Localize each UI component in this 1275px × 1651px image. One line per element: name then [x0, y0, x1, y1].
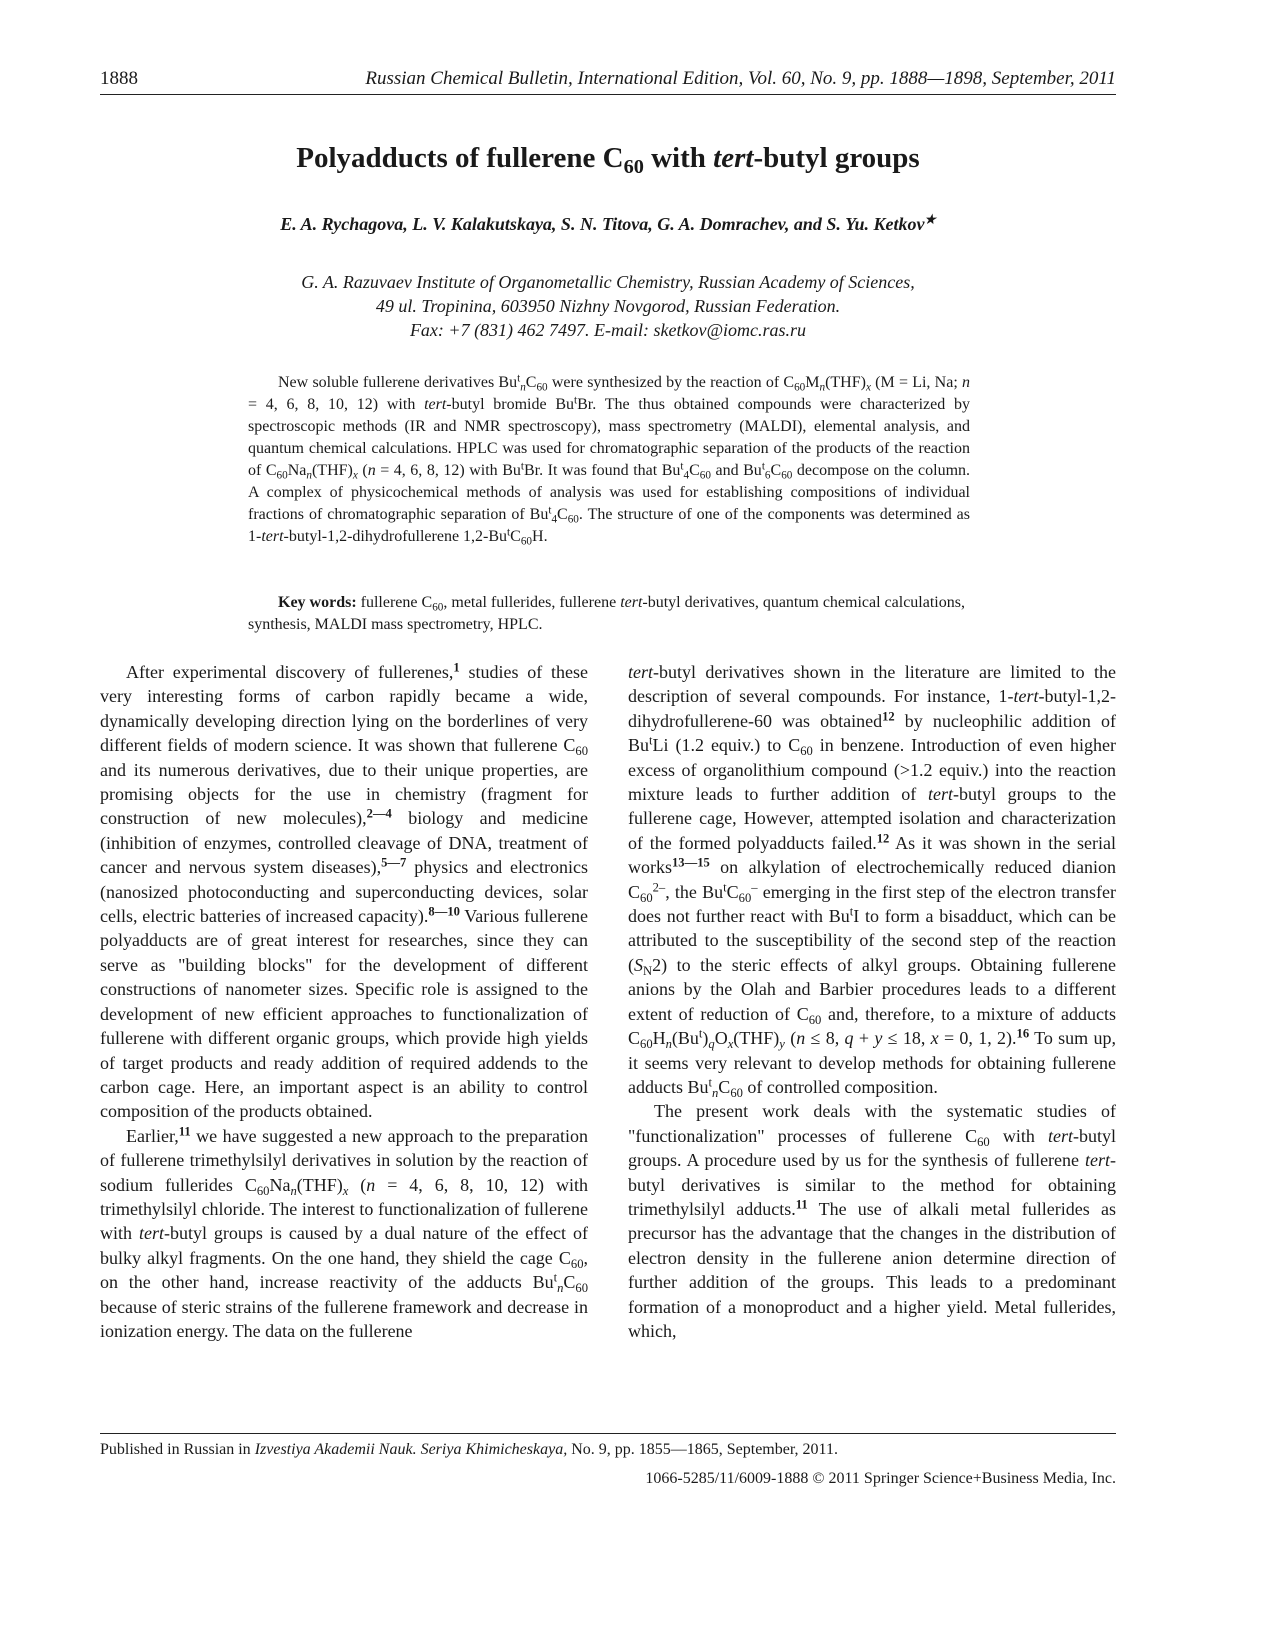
keywords-label: Key words: — [278, 594, 357, 611]
keywords: Key words: fullerene $C_{60}$, metal fullerides, fullerene tert-butyl derivatives, quantum chemical calculations, synthesis, MALDI mass spectrometry, HPLC. — [248, 594, 965, 633]
body-column-right: tert-butyl derivatives shown in the literature are limited to the description of several compounds. For instance, 1-tert-butyl-1,2-dihydrofullerene-60 was obtained$^{12}$ by nucleophilic addition of Bu$^t$Li (1.2 equiv.) to $C_{60}$ in benzene. Introduction of even higher excess of organolithium compound (>1.2 equiv.) into the reaction mixture leads to further addition of tert-butyl groups to the fullerene cage, However, attempted isolation and characterization of the formed polyadducts failed.$^{12}$ As it was shown in the serial works$^{13—15}$ on alkylation of electrochemically reduced dianion $C_{60}^{2-}$, the $Bu^tC_{60}^-$ emerging in the first step of the electron transfer does not further react with Bu$^t$I to form a bisadduct, which can be attributed to the susceptibility of the second step of the reaction $(S_N2)$ to the steric effects of alkyl groups. Obtaining fullerene anions by the Olah and Barbier procedures leads to a different extent of reduction of $C_{60}$ and, therefore, to a mixture of adducts $C_{60}H_n(Bu^t)_qO_x(THF)_y$ (n ≤ 8, q + y ≤ 18, x = 0, 1, 2).$^{16}$ To sum up, it seems very relevant to develop methods for obtaining fullerene adducts $Bu^t_nC_{60}$ of controlled composition. The present work deals with the systematic studies of "functionalization" processes of fullerene $C_{60}$ with tert-butyl groups. A procedure used by us for the synthesis of fullerene tert-butyl derivatives is similar to the method for obtaining trimethylsilyl adducts.$^{11}$ The use of alkali metal fullerides as precursor has the advantage that the changes in the distribution of electron density in the fullerene anion determine direction of further addition of the groups. This leads to a predominant formation of a monoproduct and a higher yield. Metal fullerides, which, — [628, 662, 1117, 1341]
affiliation-line: Fax: +7 (831) 462 7497. E-mail: sketkov@iomc.ras.ru — [409, 320, 807, 340]
affiliation-line: 49 ul. Tropinina, 603950 Nizhny Novgorod, Russian Federation. — [375, 296, 841, 316]
abstract: New soluble fullerene derivatives $Bu^t_nC_{60}$ were synthesized by the reaction of $C_{60}M_n(THF)_x$ (M = Li, Na; n = 4, 6, 8, 10, 12) with tert-butyl bromide Bu$^t$Br. The thus obtained compounds were characterized by spectroscopic methods (IR and NMR spectroscopy), mass spectrometry (MALDI), elemental analysis, and quantum chemical calculations. HPLC was used for chromatographic separation of the products of the reaction of $C_{60}Na_n(THF)_x$ (n = 4, 6, 8, 12) with Bu$^t$Br. It was found that $Bu^t_4C_{60}$ and $Bu^t_6C_{60}$ decompose on the column. A complex of physicochemical methods of analysis was used for establishing compositions of individual fractions of chromatographic separation of $Bu^t_4C_{60}$. The structure of one of the components was determined as 1-tert-butyl-1,2-dihydrofullerene $1,2-Bu^tC_{60}H$. — [248, 372, 971, 548]
page-number: 1888 — [100, 68, 138, 89]
corresponding-author-star-icon: ★ — [924, 212, 936, 227]
body-column-left: After experimental discovery of fullerenes,$^1$ studies of these very interesting forms of carbon rapidly became a wide, dynamically developing direction lying on the borderlines of very different fields of modern science. It was shown that fullerene $C_{60}$ and its numerous derivatives, due to their unique properties, are promising objects for the use in chemistry (fragment for construction of new molecules),$^{2—4}$ biology and medicine (inhibition of enzymes, controlled cleavage of DNA, treatment of cancer and nervous system diseases),$^{5—7}$ physics and electronics (nanosized photoconducting and superconducting devices, solar cells, electric batteries of increased capacity).$^{8—10}$ Various fullerene polyadducts are of great interest for researches, since they can serve as "building blocks" for the development of different constructions of nanometer sizes. Specific role is assigned to the development of new efficient approaches to functionalization of fullerene with different organic groups, which provide high yields of target products and ready addition of required addends to the carbon cage. Here, an important aspect is an ability to control composition of the products obtained. Earlier,$^{11}$ we have suggested a new approach to the preparation of fullerene trimethylsilyl derivatives in solution by the reaction of sodium fullerides $C_{60}Na_n(THF)_x$ (n = 4, 6, 8, 10, 12) with trimethylsilyl chloride. The interest to functionalization of fullerene with tert-butyl groups is caused by a dual nature of the effect of bulky alkyl fragments. On the one hand, they shield the cage $C_{60}$, on the other hand, increase reactivity of the adducts $Bu^t_nC_{60}$ because of steric strains of the fullerene framework and decrease in ionization energy. The data on the fullerene — [100, 660, 588, 1341]
publication-note: Published in Russian in Izvestiya Akademii Nauk. Seriya Khimicheskaya, No. 9, pp. 1855—1865, September, 2011. — [100, 1441, 838, 1458]
author-list: E. A. Rychagova, L. V. Kalakutskaya, S. N. Titova, G. A. Domrachev, and S. Yu. Ketkov★ — [280, 212, 936, 234]
footer-rule — [100, 1433, 1116, 1434]
journal-citation: Russian Chemical Bulletin, International Edition, Vol. 60, No. 9, pp. 1888—1898, September, 2011 — [365, 68, 1116, 89]
article-title: Polyadducts of fullerene $C_{60}$ with tert-butyl groups — [296, 142, 920, 179]
running-header — [100, 68, 1116, 95]
affiliation-line: G. A. Razuvaev Institute of Organometallic Chemistry, Russian Academy of Sciences, — [301, 272, 915, 292]
affiliation — [150, 270, 1066, 342]
copyright-line: 1066-5285/11/6009-1888 © 2011 Springer Science+Business Media, Inc. — [645, 1470, 1116, 1487]
